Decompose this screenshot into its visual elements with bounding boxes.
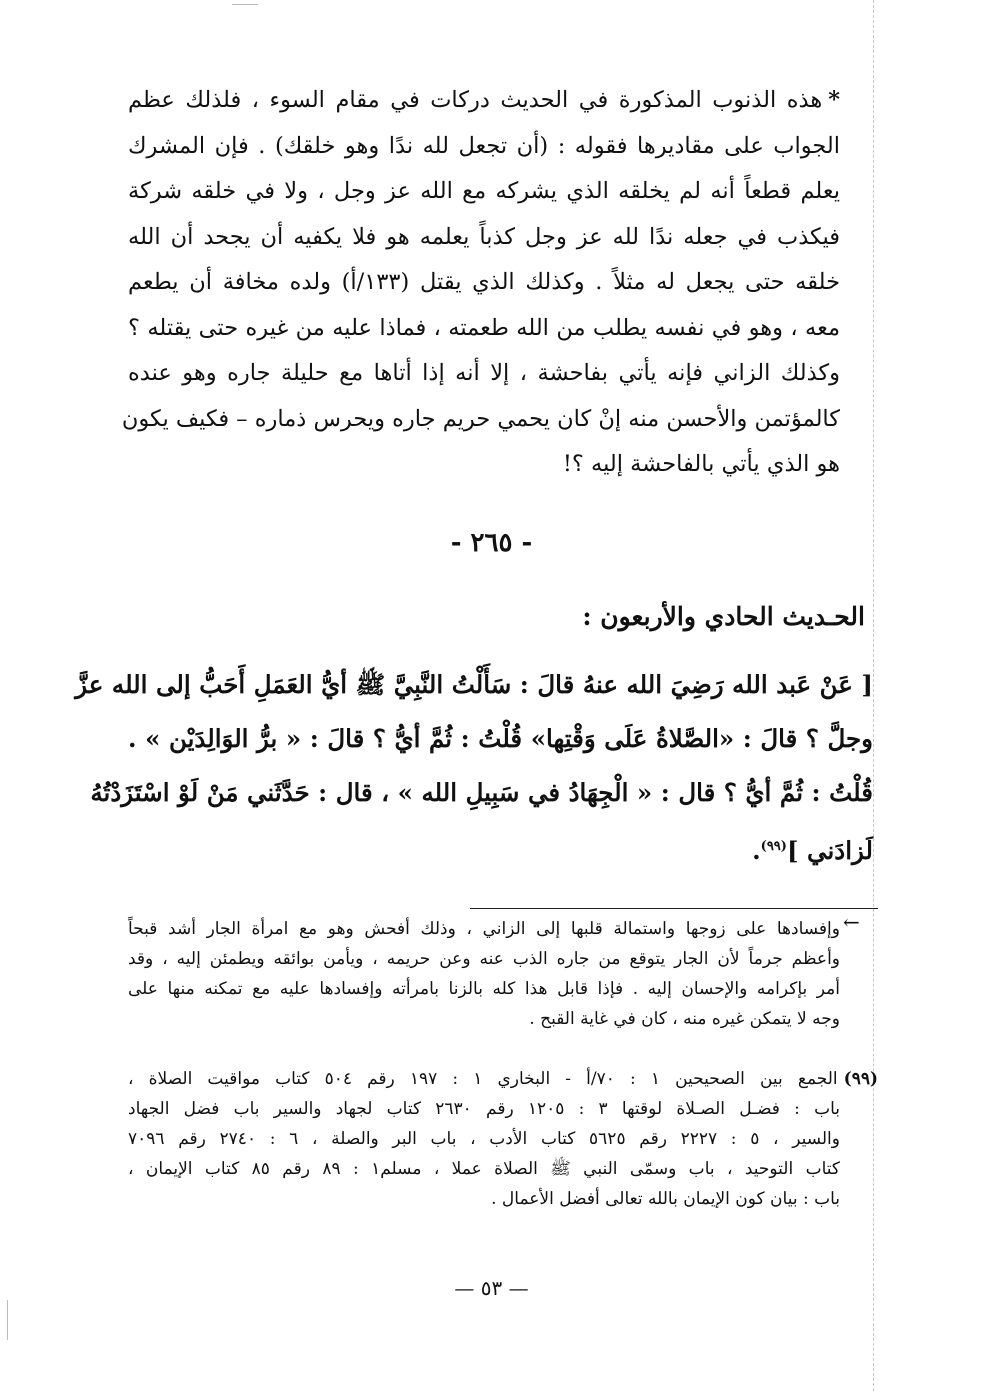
commentary-line: فيكذب في جعله ندًا لله عز وجل كذباً يعلمه هو فلا يكفيه أن يجحد أن الله (128, 223, 840, 250)
page-number: — ٥٣ — (454, 1276, 529, 1300)
commentary-line: خلقه حتى يجعل له مثلاً . وكذلك الذي يقتل (١٣٣/أ) ولده مخافة أن يطعم (128, 269, 840, 295)
footnote-number: (٩٩) (843, 1069, 879, 1089)
footnote-99 (128, 1064, 878, 1214)
footnote-line: وإفسادها على زوجها واستمالة قلبها إلى الزاني ، وذلك أفحش وهو مع امرأة الجار أشد قبحاً (128, 919, 840, 939)
footnote-line: وجه لا يتمكن غيره منه ، كان في غاية القبح . (529, 1009, 840, 1029)
commentary-line: يعلم قطعاً أنه لم يخلقه الذي يشركه مع الله عز وجل ، ولا في خلقه شركة (128, 178, 840, 204)
footnote-line: باب : فضـل الصـلاة لوقتها ٣ : ١٢٠٥ رقم ٢٦٣٠ كتاب لجهاد والسير باب فضل الجهاد (128, 1099, 840, 1119)
footnote-separator (470, 908, 878, 909)
hadith-line: قُلْتُ : ثُمَّ أيُّ ؟ قال : « الْجِهَادُ في سَبِيلِ الله » ، قال : حَدَّثَني مَنْ لَوْ اسْتَزَدْتُهُ (90, 778, 873, 807)
hadith-line: لَزادَني ]$^{(٩٩)}$. (752, 836, 873, 866)
footnote-line: (٩٩)الجمع بين الصحيحين ١ : ٧٠/أ - البخاري ١ : ١٩٧ رقم ٥٠٤ كتاب مواقيت الصلاة ، (128, 1069, 879, 1089)
commentary-line: *هذه الذنوب المذكورة في الحديث دركات في مقام السوء ، فلذلك عظم (128, 87, 840, 113)
footnote-line: أمر بإكرامه والإحسان إليه . فإذا قابل هذا كله بالزنا بامرأته وإفسادها عليه مع تمكنه منها على (128, 979, 840, 999)
commentary-line: معه ، وهو في نفسه يطلب من الله طعمته ، فماذا عليه من غيره حتى يقتله ؟ (128, 314, 840, 341)
scan-tick (7, 1300, 8, 1340)
hadith-line: [ عَنْ عَبد الله رَضِيَ الله عنهُ قالَ : سَأَلْتُ النَّبِيَّ ﷺ أيُّ العَمَلِ أَحَبُّ إلى الله عزَّ (75, 670, 873, 699)
commentary-line: وكذلك الزاني فإنه يأتي بفاحشة ، إلا أنه إذا أتاها مع حليلة جاره وهو عنده (128, 360, 840, 386)
hadith-line: وجلَّ ؟ قالَ : «الصَّلاةُ عَلَى وَقْتِها» قُلْتُ : ثُمَّ أيُّ ؟ قالَ : « برُّ الوَالِدَيْن » . (128, 724, 873, 753)
asterisk-icon: * (828, 87, 840, 113)
footnote-line: كتاب التوحيد ، باب وسمّى النبي ﷺ الصلاة عملا ، مسلم١ : ٨٩ رقم ٨٥ كتاب الإيمان ، (128, 1159, 840, 1179)
scan-mark (232, 4, 258, 5)
section-number: - ٢٦٥ - (450, 528, 533, 558)
footnote-line: والسير ، ٥ : ٢٢٢٧ رقم ٥٦٢٥ كتاب الأدب ، باب البر والصلة ، ٦ : ٢٧٤٠ رقم ٧٠٩٦ (128, 1129, 840, 1149)
hadith-text (75, 658, 873, 878)
hadith-heading: الحـديث الحادي والأربعون : (582, 602, 865, 631)
footnote-continued (128, 914, 840, 1034)
commentary-line: كالمؤتمن والأحسن منه إنْ كان يحمي حريم جاره ويحرس ذماره – فكيف يكون (121, 405, 840, 432)
commentary-line: هو الذي يأتي بالفاحشة إليه ؟! (562, 451, 840, 477)
commentary-paragraph (121, 78, 840, 488)
commentary-line: الجواب على مقاديرها فقوله : (أن تجعل لله ندًا وهو خلقك) . فإن المشرك (128, 132, 840, 159)
continuation-arrow-icon: ← (843, 910, 860, 934)
footnote-line: باب : بيان كون الإيمان بالله تعالى أفضل الأعمال . (491, 1189, 840, 1209)
footnote-line: وأعظم جرماً لأن الجار يتوقع من جاره الذب عنه وعن حريمه ، ويأمن بوائقه ويطمئن إليه ، وقد (128, 949, 840, 969)
footnote-reference[interactable]: (٩٩) (760, 839, 787, 854)
